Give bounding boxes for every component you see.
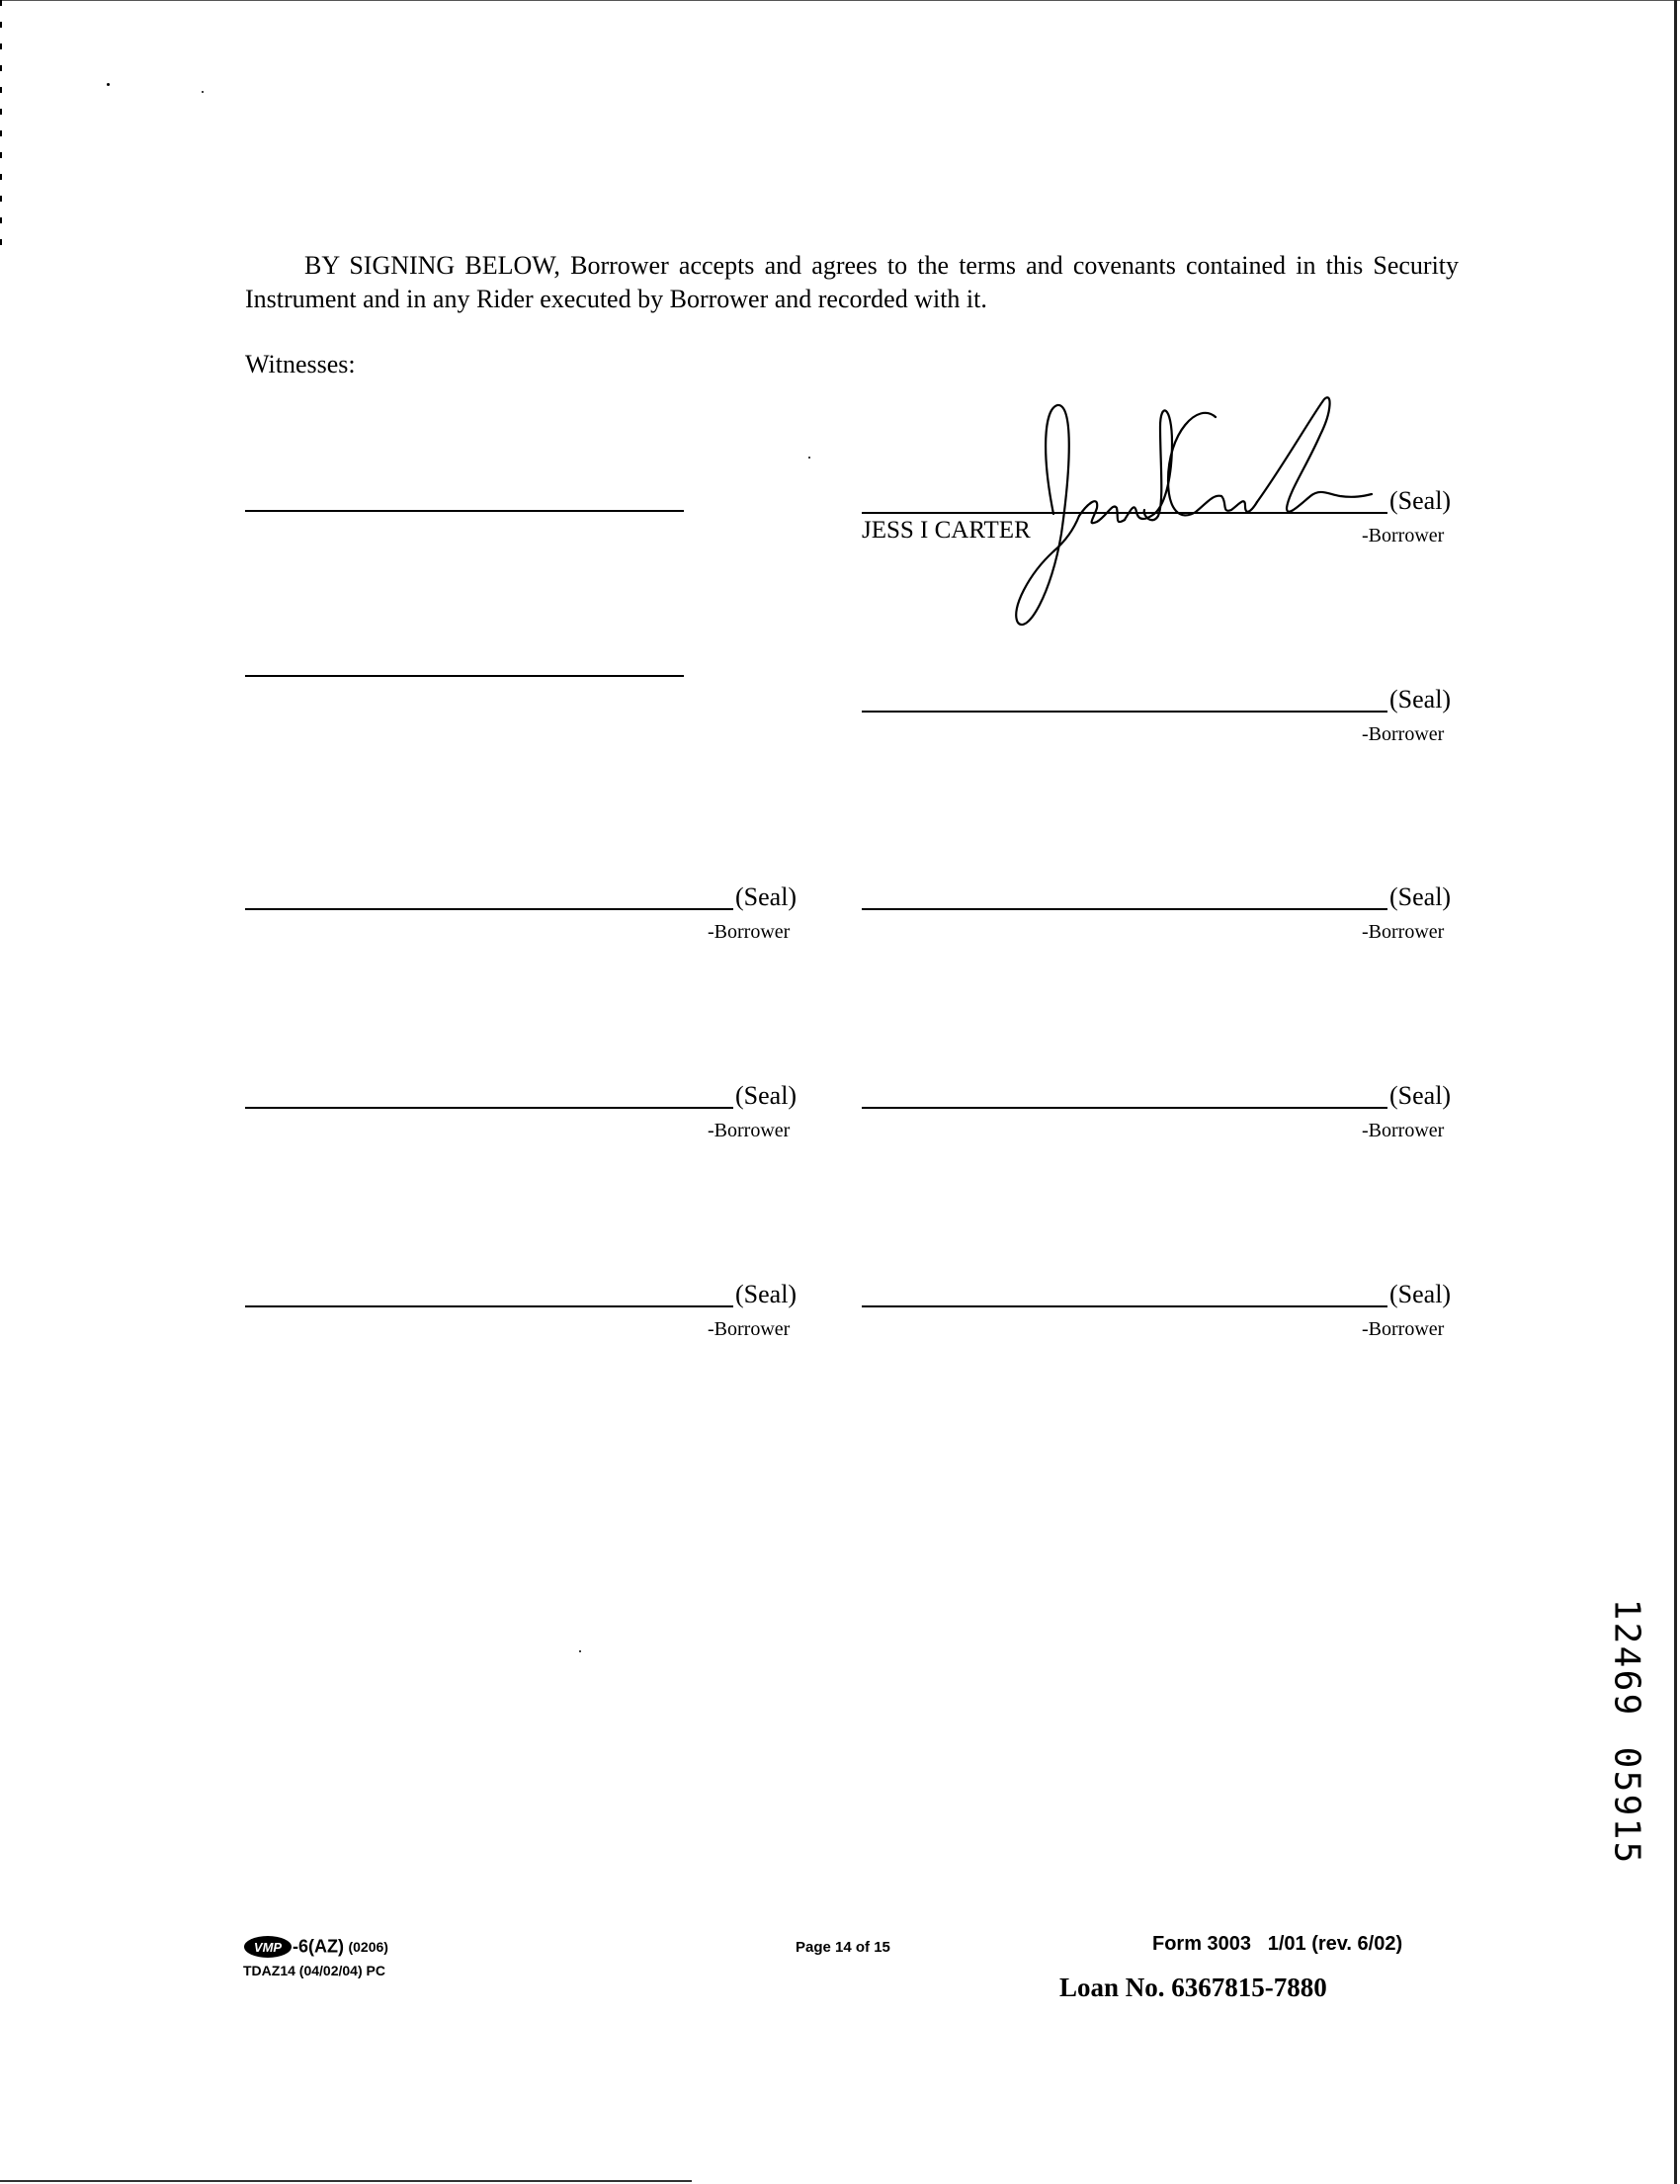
borrower-signature	[949, 385, 1403, 642]
borrower-label: -Borrower	[708, 1318, 791, 1340]
witness-signature-line-1	[245, 510, 684, 512]
borrower-signature-line-6	[862, 1107, 1387, 1109]
borrower-signature-line-3	[245, 908, 733, 910]
scan-edge-top	[0, 0, 1680, 1]
recording-stamp-digit: 5	[1606, 1841, 1647, 1864]
recording-stamp-digit: 1	[1606, 1598, 1647, 1621]
loan-number: Loan No. 6367815-7880	[1059, 1973, 1327, 2002]
seal-label: (Seal)	[735, 882, 798, 911]
recording-stamp-digit: 0	[1606, 1746, 1647, 1769]
borrower-label: -Borrower	[708, 921, 791, 943]
form-identifier	[243, 1935, 388, 1959]
recording-stamp-digit: 2	[1606, 1622, 1647, 1644]
form-number: Form 3003 1/01 (rev. 6/02)	[1152, 1933, 1403, 1955]
scan-edge-bottom	[0, 2180, 692, 2182]
borrower-signature-line-4	[862, 908, 1387, 910]
borrower-label: -Borrower	[1362, 723, 1445, 745]
recording-stamp-digit: 9	[1606, 1693, 1647, 1716]
scan-speck	[107, 83, 110, 86]
acceptance-lead: BY SIGNING BELOW,	[304, 251, 560, 280]
scan-speck	[579, 1650, 581, 1652]
scan-edge-right	[1674, 0, 1677, 2184]
borrower-label: -Borrower	[1362, 1120, 1445, 1141]
scan-speck	[202, 91, 204, 93]
form-code: -6(AZ)	[293, 1936, 344, 1957]
seal-label: (Seal)	[1389, 1280, 1452, 1308]
recording-stamp-digit: 4	[1606, 1645, 1647, 1668]
form-code-date: (0206)	[348, 1939, 388, 1955]
borrower-label: -Borrower	[1362, 921, 1445, 943]
seal-label: (Seal)	[735, 1280, 798, 1308]
borrower-signature-line-8	[862, 1305, 1387, 1307]
borrower-signature-line-7	[245, 1305, 733, 1307]
acceptance-paragraph	[245, 249, 1459, 316]
borrower-label: -Borrower	[1362, 1318, 1445, 1340]
borrower-label: -Borrower	[1362, 525, 1445, 546]
witness-signature-line-2	[245, 675, 684, 677]
recording-stamp-digit: 9	[1606, 1794, 1647, 1816]
seal-label: (Seal)	[1389, 882, 1452, 911]
borrower-signature-line-2	[862, 711, 1387, 713]
document-reference: TDAZ14 (04/02/04) PC	[243, 1963, 385, 1978]
vmp-logo-text: VMP	[253, 1940, 283, 1955]
scan-edge-left	[0, 0, 2, 257]
seal-label: (Seal)	[735, 1081, 798, 1110]
seal-label: (Seal)	[1389, 685, 1452, 714]
page-number: Page 14 of 15	[796, 1939, 890, 1956]
acceptance-text: Borrower accepts and agrees to the terms and covenants contained in this Security Instrument and in any Rider executed by Borrower and recorded with it.	[245, 251, 1460, 313]
seal-label: (Seal)	[1389, 486, 1452, 515]
vmp-logo-icon	[243, 1935, 293, 1959]
recording-stamp-digit: 1	[1606, 1817, 1647, 1840]
recording-stamp-digit: 6	[1606, 1669, 1647, 1692]
borrower-label: -Borrower	[708, 1120, 791, 1141]
witnesses-label: Witnesses:	[245, 350, 356, 378]
borrower-name: JESS I CARTER	[862, 517, 1031, 544]
borrower-signature-line-5	[245, 1107, 733, 1109]
scan-speck	[808, 457, 810, 459]
recording-stamp	[1604, 1589, 1653, 1866]
recording-stamp-digit: 5	[1606, 1770, 1647, 1793]
seal-label: (Seal)	[1389, 1081, 1452, 1110]
